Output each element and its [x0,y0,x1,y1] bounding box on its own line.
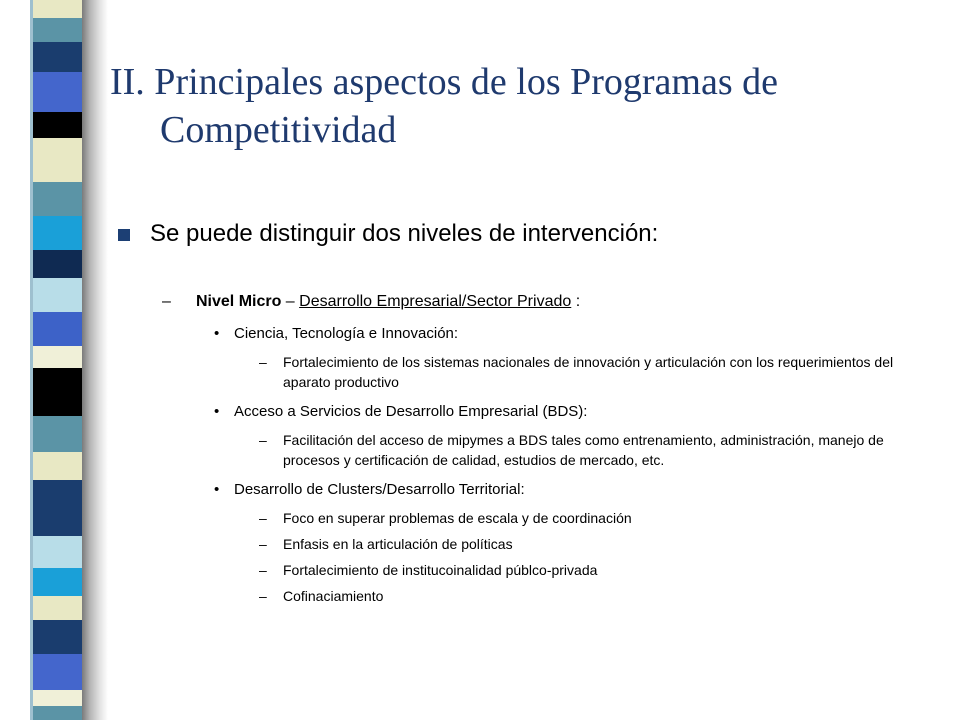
level2-bold-text: Nivel Micro [196,293,282,310]
level3-label: Acceso a Servicios de Desarrollo Empresarial (BDS): [234,403,588,420]
level2-item [162,292,918,312]
stripe-block [30,112,82,138]
stripe-block [30,346,82,368]
dot-bullet: • [214,481,220,498]
dot-bullet: • [214,403,220,420]
stripe-block [30,654,82,690]
level4-text: Fortalecimiento de los sistemas nacionales de innovación y articulación con los requerimientos del aparato productivo [283,354,894,390]
stripe-block [30,620,82,654]
slide-title-line1: II. Principales aspectos de los Programas de [110,61,778,103]
stripe-block [30,568,82,596]
stripe-block [30,452,82,480]
level4-text: Cofinaciamiento [283,588,384,604]
main-bullet-text: Se puede distinguir dos niveles de intervención: [150,220,659,247]
stripe-block [30,72,82,112]
stripe-block [30,596,82,620]
level4-item [259,352,903,392]
level4-text: Foco en superar problemas de escala y de coordinación [283,510,632,526]
square-bullet-icon [118,229,130,241]
level4-text: Fortalecimiento de institucoinalidad públco-privada [283,562,598,578]
stripe-block [30,536,82,568]
stripe-block [30,18,82,42]
slide-title [110,58,910,154]
level3-label: Desarrollo de Clusters/Desarrollo Territorial: [234,481,525,498]
level3-item [214,402,918,422]
level4-text: Facilitación del acceso de mipymes a BDS tales como entrenamiento, administración, manejo de procesos y certificación de calidad, estudios de mercado, etc. [283,432,884,468]
level3-label: Ciencia, Tecnología e Innovación: [234,325,459,342]
stripe-shadow [82,0,108,720]
level4-item [259,586,903,606]
stripe-block [30,278,82,312]
level4-dash: – [259,510,267,526]
stripe-block [30,250,82,278]
level4-dash: – [259,562,267,578]
level3-item [214,480,918,500]
stripe-block [30,480,82,536]
level4-dash: – [259,536,267,552]
stripe-block [30,0,82,18]
level2-dash: – [162,293,171,310]
stripe-block [30,690,82,706]
main-bullet [118,218,918,250]
stripe-edge [30,0,33,720]
slide-body [118,218,918,606]
level4-item [259,508,903,528]
dot-bullet: • [214,325,220,342]
stripe-block [30,138,82,182]
stripe-block [30,416,82,452]
stripe-block [30,216,82,250]
stripe-block [30,706,82,720]
level2-separator: – [281,293,300,310]
stripe-block [30,182,82,216]
level4-item [259,560,903,580]
level4-dash: – [259,588,267,604]
level4-text: Enfasis en la articulación de políticas [283,536,513,552]
level4-dash: – [259,354,267,370]
slide-title-line2: Competitividad [160,109,397,151]
stripe-block [30,42,82,72]
decorative-stripe [0,0,88,720]
stripe-block [30,368,82,416]
stripe-block [30,312,82,346]
level2-tail: : [571,293,581,310]
level4-dash: – [259,432,267,448]
level4-item [259,534,903,554]
level3-item [214,324,918,344]
level2-underlined-text: Desarrollo Empresarial/Sector Privado [299,293,572,310]
level4-item [259,430,903,470]
